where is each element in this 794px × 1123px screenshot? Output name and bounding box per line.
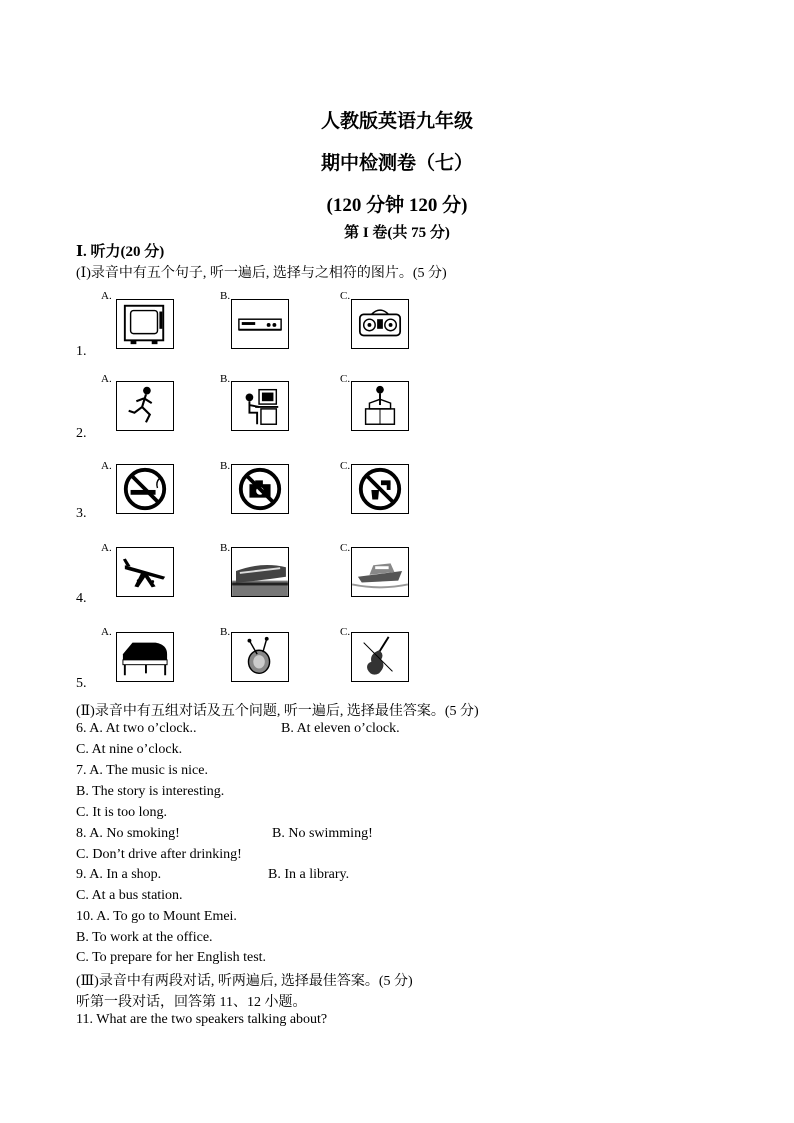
running-man-icon [117,382,173,430]
q8-option-b: B. No swimming! [272,826,373,841]
option-letter-c: C. [340,290,351,302]
q9-option-a: 9. A. In a shop. [76,867,162,882]
picture-1c [351,299,409,349]
question-number-1: 1. [76,344,87,359]
picture-2a [116,381,174,431]
option-letter-c: C. [340,542,351,554]
picture-2c [351,381,409,431]
q7-option-c: C. It is too long. [76,805,168,820]
q6-option-b: B. At eleven o’clock. [281,721,400,736]
option-letter-a: A. [101,460,112,472]
ship-icon [352,548,408,596]
drum-icon [232,633,288,681]
question-number-4: 4. [76,591,87,606]
option-letter-b: B. [220,460,231,472]
reading-man-icon [352,382,408,430]
q10-option-b: B. To work at the office. [76,930,213,945]
picture-4a [116,547,174,597]
q10-option-a: 10. A. To go to Mount Emei. [76,909,237,924]
option-letter-a: A. [101,290,112,302]
q6-option-c: C. At nine o’clock. [76,742,183,757]
q8-option-a: 8. A. No smoking! [76,826,180,841]
picture-5b [231,632,289,682]
section-heading: Ⅰ. 听力(20 分) [76,244,165,260]
picture-3c [351,464,409,514]
dvd-player-icon [232,300,288,348]
q8-option-c: C. Don’t drive after drinking! [76,847,242,862]
page-title: 人教版英语九年级 [320,111,473,132]
part2-instruction: (Ⅱ)录音中有五组对话及五个问题, 听一遍后, 选择最佳答案。(5 分) [76,704,479,719]
q7-option-a: 7. A. The music is nice. [76,763,208,778]
picture-1a [116,299,174,349]
part3-instruction: (Ⅲ)录音中有两段对话, 听两遍后, 选择最佳答案。(5 分) [76,974,413,989]
option-letter-c: C. [340,626,351,638]
picture-4b [231,547,289,597]
computer-user-icon [232,382,288,430]
option-letter-c: C. [340,460,351,472]
part3-subinstruction: 听第一段对话，回答第 11、12 小题。 [76,995,307,1010]
picture-4c [351,547,409,597]
train-icon [232,548,288,596]
question-number-5: 5. [76,676,87,691]
radio-icon [352,300,408,348]
q9-option-b: B. In a library. [268,867,350,882]
option-letter-b: B. [220,373,231,385]
option-letter-a: A. [101,542,112,554]
piano-icon [117,633,173,681]
exam-subtitle: 期中检测卷（七） [320,153,473,174]
option-letter-b: B. [220,626,231,638]
option-letter-b: B. [220,290,231,302]
picture-1b [231,299,289,349]
q10-option-c: C. To prepare for her English test. [76,950,267,965]
no-drinking-icon [352,465,408,513]
violin-icon [352,633,408,681]
airplane-icon [117,548,173,596]
picture-5c [351,632,409,682]
television-icon [117,300,173,348]
no-photography-icon [232,465,288,513]
volume-heading: 第 I 卷(共 75 分) [344,225,450,241]
part1-instruction: (Ⅰ)录音中有五个句子, 听一遍后, 选择与之相符的图片。(5 分) [76,266,447,281]
option-letter-b: B. [220,542,231,554]
picture-2b [231,381,289,431]
question-number-3: 3. [76,506,87,521]
option-letter-a: A. [101,626,112,638]
q7-option-b: B. The story is interesting. [76,784,225,799]
picture-5a [116,632,174,682]
question-number-2: 2. [76,426,87,441]
q6-option-a: 6. A. At two o’clock.. [76,721,197,736]
exam-time-score: (120 分钟 120 分) [326,195,468,216]
picture-3b [231,464,289,514]
picture-3a [116,464,174,514]
option-letter-c: C. [340,373,351,385]
no-smoking-icon [117,465,173,513]
option-letter-a: A. [101,373,112,385]
q11-question: 11. What are the two speakers talking about? [76,1012,328,1027]
q9-option-c: C. At a bus station. [76,888,183,903]
